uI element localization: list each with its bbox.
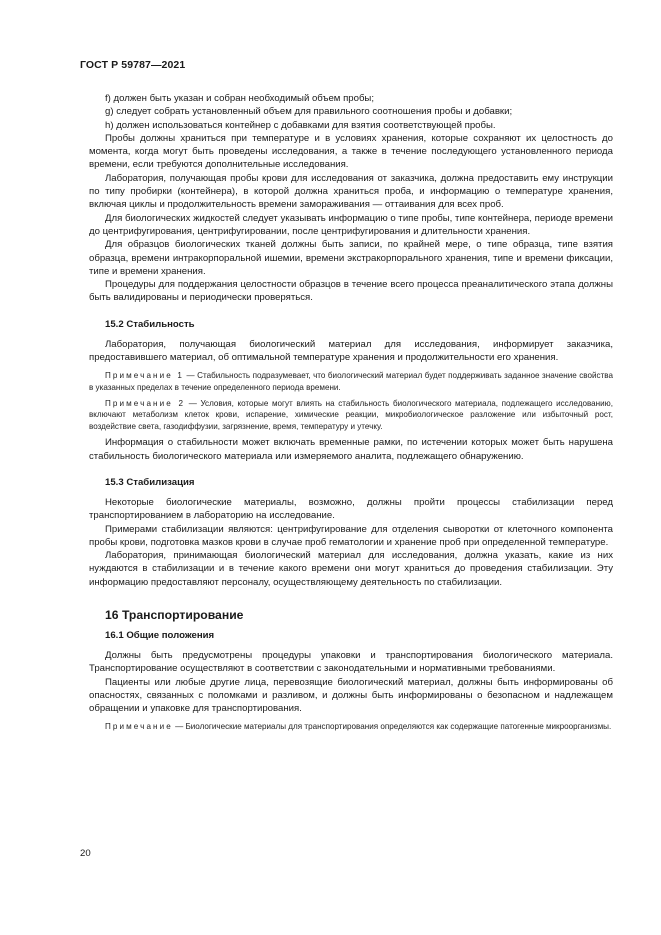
document-body — [89, 92, 613, 737]
list-item-f: f) должен быть указан и собран необходимый объем пробы; — [105, 93, 374, 104]
section-title-15-2: 15.2 Стабильность — [105, 318, 195, 330]
section-title-16-1: 16.1 Общие положения — [105, 629, 215, 641]
note-2 — [89, 398, 613, 433]
paragraph-bio-tissues: Для образцов биологических тканей должны быть записи, по крайней мере, о типе образца, типе взятия образца, времени интракорпоральной ишемии, времени экстракорпорального хранения, типе и времени фиксации, типе и времени хранения. — [89, 239, 613, 277]
note-1-text: — Стабильность подразумевает, что биологический материал будет поддерживать заданное значение свойства в указанных пределах в течение определенного периода времени. — [89, 371, 613, 392]
page-number: 20 — [80, 848, 91, 859]
note-1-label: Примечание 1 — [105, 371, 185, 381]
paragraph-stability-info: Информация о стабильности может включать временные рамки, по истечении которых может быть нарушена стабильность биологического материала или измеряемого аналита, подлежащего обнаружению. — [89, 437, 613, 462]
paragraph-stabilization-3: Лаборатория, принимающая биологический материал для исследования, должна указать, какие из них нуждаются в стабилизации и в течение какого времени они могут храниться до проведения стабилизации. Эту информацию предоставляют персоналу, осуществляющему деятельность по стабилизации. — [89, 550, 613, 588]
list-item-g: g) следует собрать установленный объем для правильного соотношения пробы и добавки; — [105, 106, 513, 118]
list-item-h: h) должен использоваться контейнер с добавками для взятия соответствующей пробы. — [105, 119, 496, 131]
note-16-text: — Биологические материалы для транспортирования определяются как содержащие патогенные микроорганизмы. — [172, 722, 612, 732]
note-2-label: Примечание 2 — [105, 398, 186, 408]
paragraph-packaging: Должны быть предусмотрены процедуры упаковки и транспортирования биологического материала. Транспортирование осуществляют в соответствии с законодательными и нормативными требованиями. — [89, 649, 613, 675]
note-16-label: Примечание — [105, 722, 173, 732]
note-16 — [89, 721, 613, 733]
note-1 — [89, 370, 613, 393]
paragraph-stability: Лаборатория, получающая биологический материал для исследования, информирует заказчика, предоставившего материал, об оптимальной температуре хранения и продолжительности его хранения. — [89, 338, 613, 364]
document-header: ГОСТ Р 59787—2021 — [80, 59, 186, 71]
paragraph-lab-instructions: Лаборатория, получающая пробы крови для исследования от заказчика, должна предоставить ему инструкции по типу пробирки (контейнера), в которой должна храниться проба, и информацию о температуре хранения, включая циклы и продолжительность времени замораживания — оттаивания для всех проб. — [89, 172, 613, 211]
section-title-16: 16 Транспортирование — [105, 607, 244, 622]
paragraph-procedures: Процедуры для поддержания целостности образцов в течение всего процесса преаналитического этапа должны быть валидированы и периодически проверяться. — [89, 279, 613, 304]
paragraph-storage: Пробы должны храниться при температуре и в условиях хранения, которые сохраняют их целостность до момента, когда могут быть проведены исследования, а также в течение последующего установленного периода времени, если требуются дополнительные исследования. — [89, 132, 613, 171]
paragraph-stabilization-1: Некоторые биологические материалы, возможно, должны пройти процессы стабилизации перед транспортированием в лабораторию на исследование. — [89, 496, 613, 522]
paragraph-stabilization-2: Примерами стабилизации являются: центрифугирование для отделения сыворотки от клеточного компонента пробы крови, подготовка мазков крови в случае проб гематологии и хранение проб при определенной температуре. — [89, 523, 613, 548]
paragraph-patients: Пациенты или любые другие лица, перевозящие биологический материал, должны быть информированы об опасностях, связанных с поломками и разливом, и должны быть информированы о безопасном и надлежащем обращении и упаковке для транспортирования. — [89, 676, 613, 715]
note-2-text: — Условия, которые могут влиять на стабильность биологического материала, подлежащего исследованию, включают метаболизм клеток крови, испарение, химические реакции, микробиологическое разложение или избыточный рост, воздействие света, газодиффузии, загрязнение, время, температуру и утечку. — [89, 398, 613, 431]
paragraph-bio-fluids: Для биологических жидкостей следует указывать информацию о типе пробы, типе контейнера, периоде времени до центрифугирования, центрифугировании, после центрифугирования и длительности хранения. — [89, 212, 613, 237]
section-title-15-3: 15.3 Стабилизация — [105, 476, 195, 488]
